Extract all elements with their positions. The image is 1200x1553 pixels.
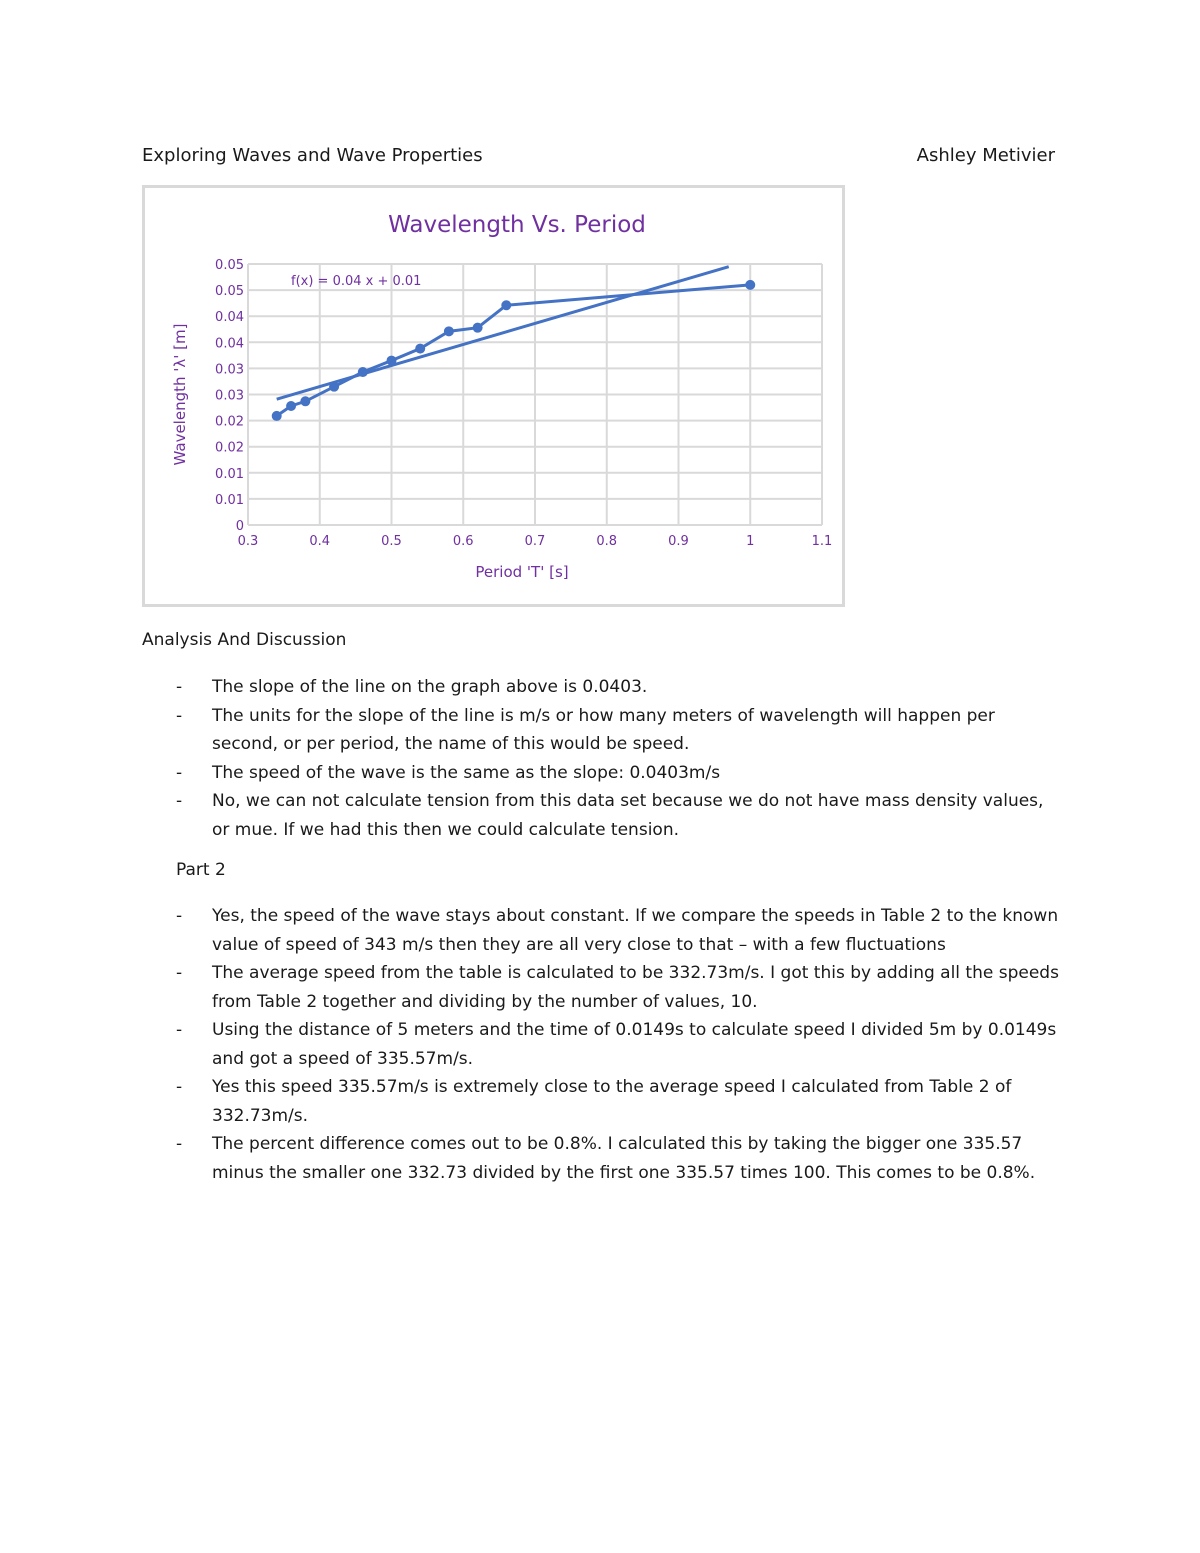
- x-tick-label: 1.1: [811, 534, 833, 549]
- x-tick-label: 0.3: [237, 534, 259, 549]
- analysis-text: The slope of the line on the graph above is 0.0403.: [212, 677, 648, 697]
- part2-text: Yes this speed 335.57m/s is extremely close to the average speed I calculated from Table 2 of 332.73m/s.: [212, 1077, 1012, 1126]
- part2-text: Using the distance of 5 meters and the time of 0.0149s to calculate speed I divided 5m by 0.0149s and got a speed of 335.57m/s.: [212, 1020, 1057, 1069]
- trendline-equation: f(x) = 0.04 x + 0.01: [291, 274, 422, 289]
- author-name: Ashley Metivier: [916, 145, 1055, 166]
- x-tick-label: 0.7: [524, 534, 546, 549]
- y-tick-label: 0.03: [215, 362, 244, 378]
- x-tick-label: 0.9: [668, 534, 689, 549]
- analysis-text: No, we can not calculate tension from this data set because we do not have mass density values, or mue. If we had this then we could calculate tension.: [212, 791, 1044, 840]
- data-point: [272, 411, 282, 421]
- x-tick-label: 0.6: [452, 534, 474, 549]
- bullet-dash: -: [176, 1134, 183, 1154]
- y-tick-label: 0.05: [215, 258, 244, 273]
- data-point: [300, 396, 310, 406]
- bullet-dash: -: [176, 677, 183, 697]
- x-tick-label: 0.5: [381, 534, 402, 549]
- analysis-list: [142, 673, 1062, 844]
- bullet-dash: -: [176, 705, 183, 726]
- bullet-dash: -: [176, 906, 183, 926]
- x-tick-label: 0.8: [596, 534, 618, 549]
- data-point: [415, 344, 425, 354]
- bullet-dash: -: [176, 963, 183, 983]
- y-tick-label: 0.01: [215, 492, 244, 508]
- y-tick-label: 0.03: [215, 388, 244, 404]
- document-title: Exploring Waves and Wave Properties: [142, 145, 483, 166]
- data-point: [329, 382, 339, 392]
- analysis-text: The speed of the wave is the same as the slope: 0.0403m/s: [212, 762, 721, 783]
- analysis-item: [142, 673, 1062, 702]
- part2-item: [142, 959, 1062, 1016]
- data-point: [473, 323, 483, 333]
- part2-item: [142, 902, 1062, 959]
- analysis-item: [142, 787, 1062, 844]
- x-axis-label: Period 'T' [s]: [475, 563, 569, 581]
- y-tick-label: 0.04: [215, 310, 244, 326]
- data-point: [745, 280, 755, 290]
- part2-item: [142, 1130, 1062, 1187]
- part2-list: [142, 902, 1062, 1187]
- bullet-dash: -: [176, 762, 183, 783]
- part2-text: The percent difference comes out to be 0.8%. I calculated this by taking the bigger one 335.57 minus the smaller one 332.73 divided by the first one 335.57 times 100. This comes to be 0.8%.: [212, 1134, 1036, 1183]
- bullet-dash: -: [176, 791, 183, 811]
- analysis-heading: Analysis And Discussion: [142, 630, 347, 650]
- part2-text: The average speed from the table is calculated to be 332.73m/s. I got this by adding all the speeds from Table 2 together and dividing by the number of values, 10.: [212, 963, 1059, 1012]
- y-tick-label: 0.04: [215, 336, 244, 352]
- part2-heading: Part 2: [176, 860, 226, 880]
- y-tick-label: 0: [235, 519, 244, 534]
- y-tick-label: 0.02: [215, 414, 244, 430]
- analysis-text: The units for the slope of the line is m/s or how many meters of wavelength will happen per second, or per period, the name of this would be speed.: [212, 705, 995, 754]
- data-point: [501, 300, 511, 310]
- part2-item: [142, 1073, 1062, 1130]
- wavelength-period-chart: [142, 185, 845, 607]
- analysis-item: [142, 702, 1062, 759]
- data-point: [387, 356, 397, 366]
- part2-item: [142, 1016, 1062, 1073]
- y-tick-label: 0.01: [215, 466, 244, 482]
- part2-text: Yes, the speed of the wave stays about constant. If we compare the speeds in Table 2 to the known value of speed of 343 m/s then they are all very close to that – with a few fluctuations: [212, 906, 1059, 955]
- analysis-item: [142, 759, 1062, 788]
- bullet-dash: -: [176, 1020, 183, 1040]
- chart-canvas: [145, 188, 842, 604]
- data-point: [358, 367, 368, 377]
- y-tick-label: 0.02: [215, 440, 244, 456]
- y-axis-label: Wavelength 'λ' [m]: [171, 323, 189, 466]
- bullet-dash: -: [176, 1077, 183, 1097]
- y-tick-label: 0.05: [215, 284, 244, 300]
- x-tick-label: 1: [746, 534, 755, 549]
- data-point: [286, 401, 296, 411]
- data-point: [444, 326, 454, 336]
- x-tick-label: 0.4: [309, 534, 331, 549]
- chart-title: Wavelength Vs. Period: [388, 212, 646, 238]
